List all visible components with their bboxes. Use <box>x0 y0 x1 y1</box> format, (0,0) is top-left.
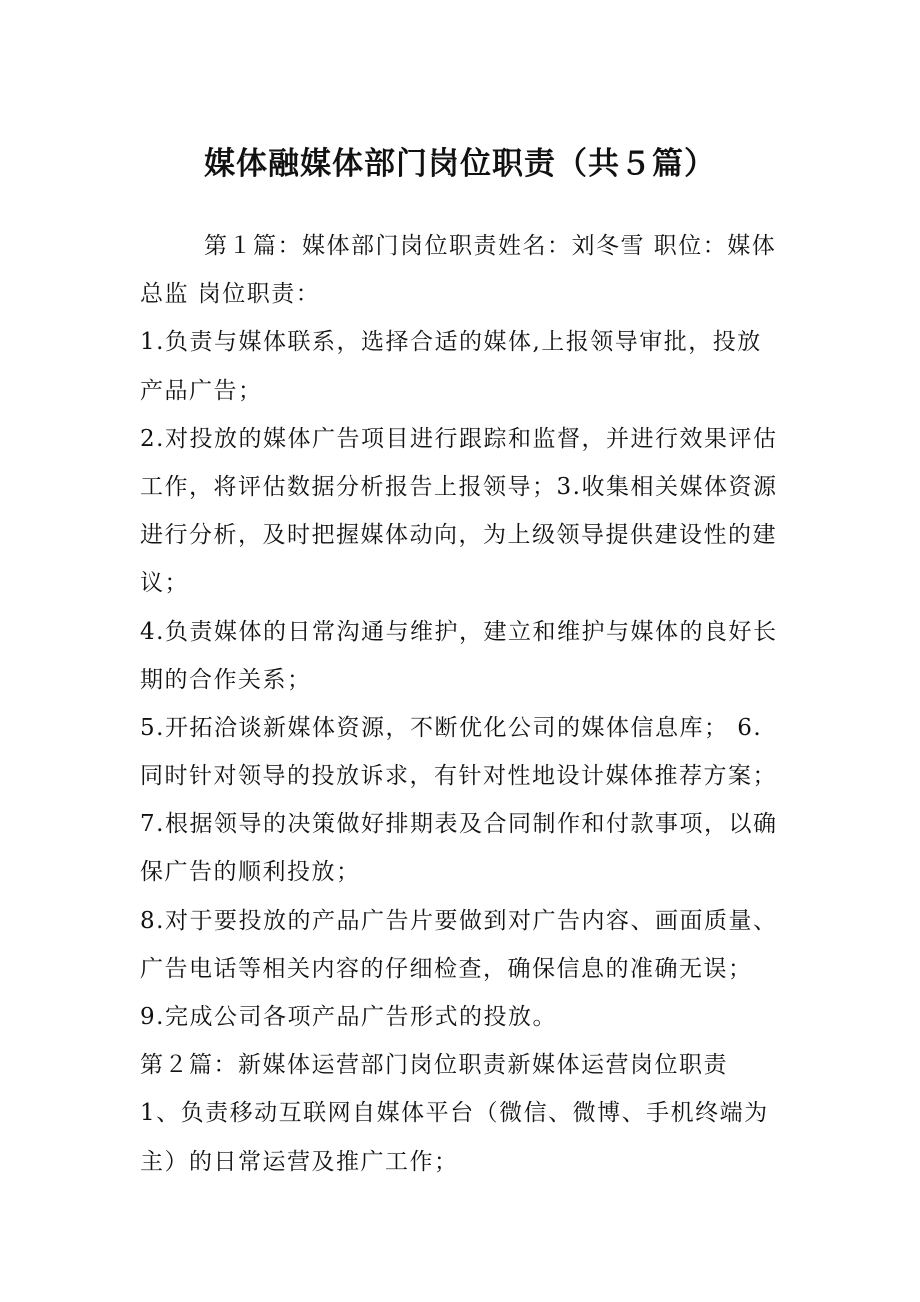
paragraph-line: 8.对于要投放的产品广告片要做到对广告内容、画面质量、 <box>140 907 778 934</box>
paragraph-line: 5.开拓洽谈新媒体资源，不断优化公司的媒体信息库； 6. <box>140 714 763 741</box>
document-title: 媒体融媒体部门岗位职责（共５篇） <box>204 146 716 182</box>
paragraph-line: 同时针对领导的投放诉求，有针对性地设计媒体推荐方案； <box>140 763 777 790</box>
paragraph-line: 9.完成公司各项产品广告形式的投放。 <box>140 1004 557 1030</box>
paragraph-line: 4.负责媒体的日常沟通与维护，建立和维护与媒体的良好长 <box>140 618 778 645</box>
paragraph-line: 主）的日常运营及推广工作； <box>140 1148 459 1175</box>
paragraph-line: 进行分析，及时把握媒体动向，为上级领导提供建设性的建 <box>140 522 777 549</box>
paragraph-line: 工作，将评估数据分析报告上报领导；3.收集相关媒体资源 <box>140 473 778 500</box>
paragraph-line: 期的合作关系； <box>140 666 312 693</box>
paragraph-line: 第２篇：新媒体运营部门岗位职责新媒体运营岗位职责 <box>140 1052 728 1079</box>
paragraph-line: 7.根据领导的决策做好排期表及合同制作和付款事项，以确 <box>140 811 778 838</box>
paragraph-line: 1、负责移动互联网自媒体平台（微信、微博、手机终端为 <box>140 1100 769 1127</box>
paragraph-line: 总监 岗位职责： <box>140 281 321 308</box>
paragraph-line: 广告电话等相关内容的仔细检查，确保信息的准确无误； <box>140 955 753 982</box>
paragraph-line: 1.负责与媒体联系，选择合适的媒体,上报领导审批，投放 <box>140 329 762 356</box>
paragraph-line: 2.对投放的媒体广告项目进行跟踪和监督，并进行效果评估 <box>140 425 778 452</box>
paragraph-line: 产品广告； <box>140 377 263 404</box>
paragraph-line: 议； <box>140 570 189 597</box>
document-body <box>140 222 785 1186</box>
paragraph-line: 保广告的顺利投放； <box>140 859 361 886</box>
paragraph-line: 第１篇：媒体部门岗位职责姓名：刘冬雪 职位：媒体 <box>204 233 777 259</box>
